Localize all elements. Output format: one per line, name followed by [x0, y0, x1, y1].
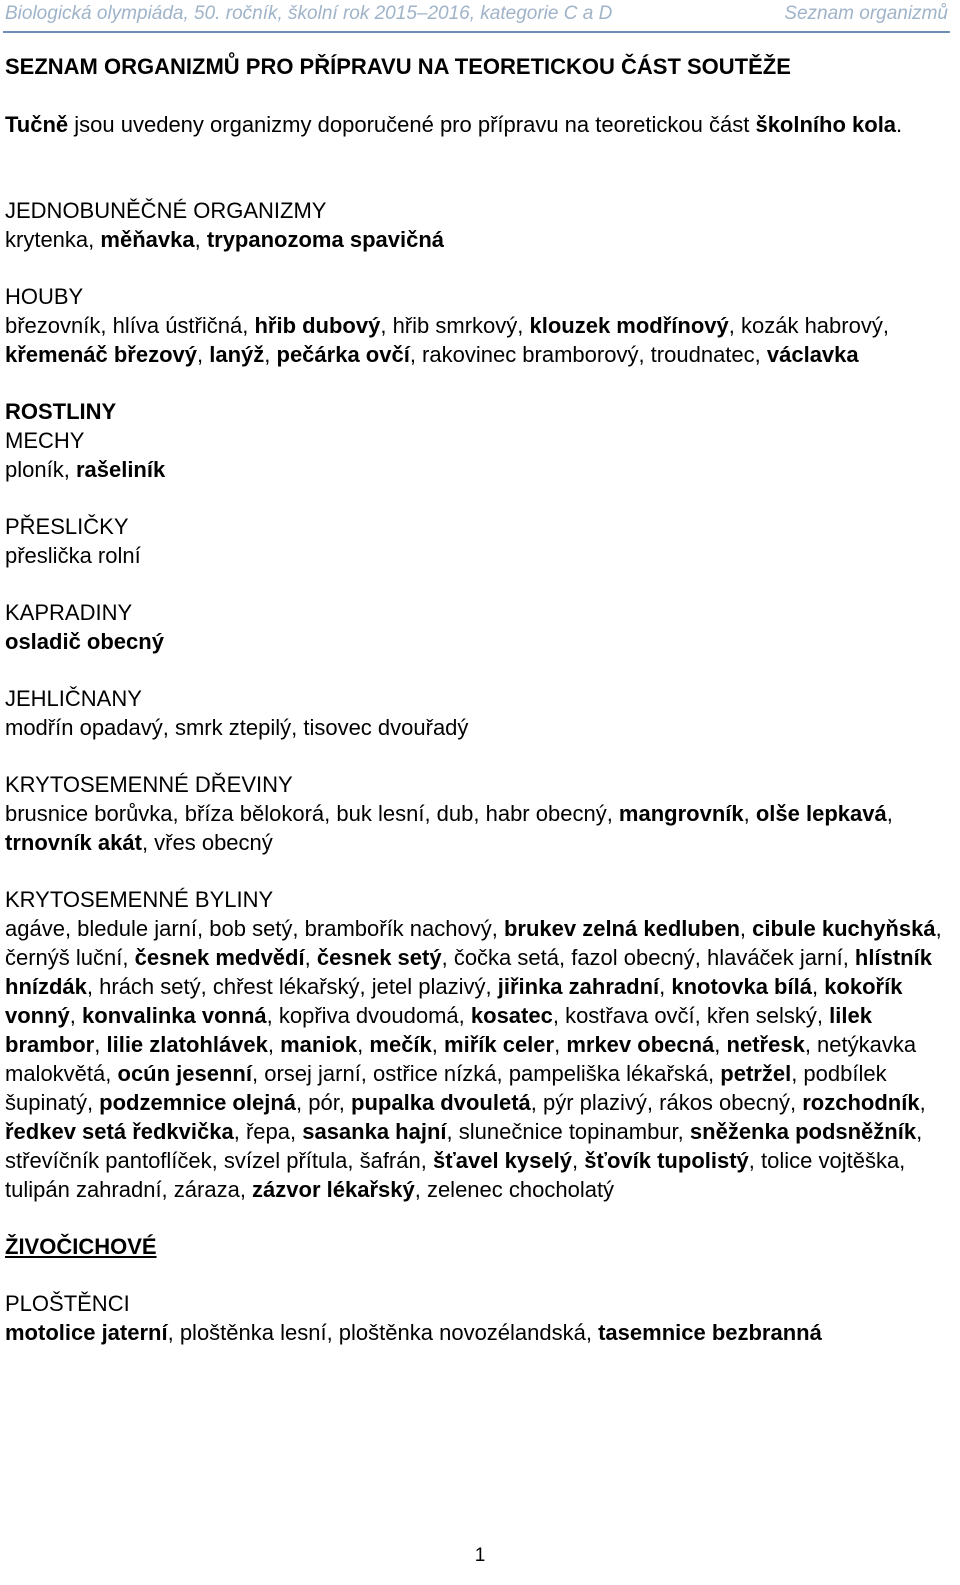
- heading-dreviny: KRYTOSEMENNÉ DŘEVINY: [5, 772, 293, 797]
- organism-bold: cibule kuchyňská: [752, 916, 936, 941]
- organism-text: , kostřava ovčí, křen selský,: [552, 1003, 830, 1028]
- subsection-dreviny: [5, 770, 950, 857]
- organism-bold: rašeliník: [75, 457, 166, 482]
- running-header: [5, 0, 948, 28]
- organism-bold: zázvor lékařský: [252, 1177, 415, 1202]
- organism-text: , hrách setý, chřest lékařský, jetel plazivý,: [86, 974, 498, 999]
- organism-bold: trnovník akát: [5, 830, 142, 855]
- organism-text: březovník, hlíva ústřičná,: [5, 313, 255, 338]
- organism-text: ,: [69, 1003, 83, 1028]
- list-kapradiny: [5, 627, 950, 656]
- organism-bold: podzemnice olejná: [99, 1090, 296, 1115]
- list-houby: [5, 311, 950, 369]
- organism-text: , netýkavka malokvětá,: [5, 1032, 917, 1086]
- section-zivocichove: [5, 1232, 950, 1347]
- organism-bold: česnek setý: [316, 945, 442, 970]
- organism-text: , vřes obecný: [141, 830, 273, 855]
- organism-text: ,: [571, 1148, 585, 1173]
- organism-text: , pór,: [296, 1090, 352, 1115]
- subsection-kapradiny: [5, 598, 950, 656]
- organism-text: , rakovinec bramborový, troudnatec,: [409, 342, 767, 367]
- list-byliny: [5, 914, 950, 1204]
- heading-houby: HOUBY: [5, 284, 84, 309]
- intro-text-2: .: [896, 112, 903, 137]
- organism-text: ,: [357, 1032, 370, 1057]
- heading-byliny: KRYTOSEMENNÉ BYLINY: [5, 887, 274, 912]
- organism-text: ,: [267, 1032, 281, 1057]
- organism-bold: pečárka ovčí: [276, 342, 410, 367]
- organism-bold: tasemnice bezbranná: [598, 1320, 822, 1345]
- heading-jehlicnany: JEHLIČNANY: [5, 686, 142, 711]
- organism-text: , podbílek šupinatý,: [5, 1061, 887, 1115]
- organism-text: ,: [811, 974, 825, 999]
- organism-bold: lilek brambor: [5, 1003, 872, 1057]
- organism-bold: hlístník hnízdák: [5, 945, 932, 999]
- organism-bold: kokořík vonný: [5, 974, 903, 1028]
- organism-bold: netřesk: [726, 1032, 805, 1057]
- organism-text: brusnice borůvka, bříza bělokorá, buk lesní, dub, habr obecný,: [5, 801, 619, 826]
- organism-bold: mrkev obecná: [566, 1032, 715, 1057]
- organism-text: ,: [431, 1032, 445, 1057]
- organism-text: ,: [88, 227, 101, 252]
- list-jednobunecne: [5, 225, 950, 254]
- organism-text: , kozák habrový,: [728, 313, 889, 338]
- subsection-plostenci: [5, 1289, 950, 1347]
- organism-text: ,: [919, 1090, 926, 1115]
- organism-bold: šťavel kyselý: [432, 1148, 572, 1173]
- intro-text: jsou uvedeny organizmy doporučené pro přípravu na teoretickou část: [68, 112, 756, 137]
- organism-text: , zelenec chocholatý: [414, 1177, 615, 1202]
- organism-bold: hřib dubový: [254, 313, 381, 338]
- organism-bold: šťovík tupolistý: [584, 1148, 749, 1173]
- organism-text: , orsej jarní, ostřice nízká, pampeliška lékařská,: [251, 1061, 721, 1086]
- organism-bold: knotovka bílá: [671, 974, 812, 999]
- organism-bold: jiřinka zahradní: [497, 974, 660, 999]
- organism-bold: petržel: [720, 1061, 792, 1086]
- organism-text: , řepa,: [233, 1119, 303, 1144]
- organism-text: , slunečnice topinambur,: [446, 1119, 690, 1144]
- heading-rostliny: ROSTLINY: [5, 399, 117, 424]
- page-title: SEZNAM ORGANIZMŮ PRO PŘÍPRAVU NA TEORETICKOU ČÁST SOUTĚŽE: [5, 54, 791, 79]
- organism-bold: konvalinka vonná: [82, 1003, 267, 1028]
- organism-bold: křemenáč březový: [5, 342, 197, 367]
- organism-text: ,: [94, 1032, 107, 1057]
- list-jehlicnany: [5, 713, 950, 742]
- organism-text: , kopřiva dvoudomá,: [266, 1003, 471, 1028]
- organism-bold: česnek medvědí: [134, 945, 305, 970]
- organism-text: , střevíčník pantoflíček, svízel přítula, šafrán,: [5, 1119, 923, 1173]
- organism-text: ,: [886, 801, 893, 826]
- document-body: [5, 52, 950, 1347]
- heading-mechy: MECHY: [5, 428, 85, 453]
- organism-bold: měňavka: [100, 227, 195, 252]
- organism-bold: klouzek modřínový: [529, 313, 729, 338]
- heading-plostenci: PLOŠTĚNCI: [5, 1291, 130, 1316]
- organism-bold: trypanozoma spavičná: [206, 227, 444, 252]
- heading-preslicky: PŘESLIČKY: [5, 514, 129, 539]
- heading-zivocichove: ŽIVOČICHOVÉ: [5, 1234, 157, 1259]
- organism-bold: kosatec: [470, 1003, 553, 1028]
- organism-bold: maniok: [280, 1032, 358, 1057]
- subsection-jehlicnany: [5, 684, 950, 742]
- intro-paragraph: [5, 110, 950, 139]
- organism-text: agáve, bledule jarní, bob setý, brambořík nachový,: [5, 916, 504, 941]
- intro-bold: Tučně: [5, 112, 69, 137]
- organism-text: , tolice vojtěška, tulipán zahradní, zárazа,: [5, 1148, 906, 1202]
- organism-text: ,: [197, 342, 210, 367]
- organism-text: ,: [304, 945, 317, 970]
- organism-bold: lanýž: [209, 342, 265, 367]
- heading-jednobunecne: JEDNOBUNĚČNÉ ORGANIZMY: [5, 198, 327, 223]
- intro-bold-2: školního kola: [755, 112, 897, 137]
- organism-bold: lilie zlatohlávek: [106, 1032, 268, 1057]
- list-dreviny: [5, 799, 950, 857]
- subsection-byliny: [5, 885, 950, 1204]
- organism-bold: osladič obecný: [5, 629, 164, 654]
- organism-text: , čočka setá, fazol obecný, hlaváček jarní,: [441, 945, 855, 970]
- organism-text: ,: [194, 227, 207, 252]
- header-right-text: Seznam organizmů: [784, 3, 948, 24]
- organism-bold: ředkev setá ředkvička: [5, 1119, 234, 1144]
- list-plostenci: [5, 1318, 950, 1347]
- section-houby: [5, 282, 950, 369]
- organism-bold: sněženka podsněžník: [689, 1119, 917, 1144]
- organism-text: , pýr plazivý, rákos obecný,: [530, 1090, 803, 1115]
- organism-text: ,: [714, 1032, 727, 1057]
- page-number: 1: [474, 1545, 486, 1566]
- list-preslicky: [5, 541, 950, 570]
- heading-kapradiny: KAPRADINY: [5, 600, 133, 625]
- organism-text: ,: [739, 916, 753, 941]
- organism-bold: miřík celer: [444, 1032, 555, 1057]
- organism-bold: motolice jaterní: [5, 1320, 168, 1345]
- organism-bold: mangrovník: [618, 801, 744, 826]
- organism-bold: mečík: [369, 1032, 432, 1057]
- section-rostliny: [5, 397, 950, 1204]
- organism-text: ,: [659, 974, 672, 999]
- organism-bold: sasanka hajní: [302, 1119, 447, 1144]
- header-left-text: Biologická olympiáda, 50. ročník, školní rok 2015–2016, kategorie C a D: [5, 3, 613, 24]
- organism-text: ,: [743, 801, 756, 826]
- organism-text: modřín opadavý, smrk ztepilý, tisovec dvouřadý: [5, 715, 469, 740]
- section-jednobunecne: [5, 196, 950, 254]
- organism-bold: olše lepkavá: [755, 801, 887, 826]
- organism-bold: václavka: [766, 342, 859, 367]
- organism-text: , černýš luční,: [5, 916, 942, 970]
- organism-text: ,: [264, 342, 277, 367]
- organism-bold: ocún jesenní: [117, 1061, 252, 1086]
- organism-text: krytenka: [5, 227, 89, 252]
- organism-text: ,: [554, 1032, 567, 1057]
- organism-text: ploník,: [5, 457, 76, 482]
- header-rule: [3, 31, 950, 33]
- organism-bold: rozchodník: [802, 1090, 920, 1115]
- organism-text: přeslička rolní: [5, 543, 141, 568]
- organism-bold: brukev zelná kedluben: [503, 916, 740, 941]
- organism-bold: pupalka dvouletá: [351, 1090, 531, 1115]
- organism-text: , ploštěnka lesní, ploštěnka novozélandská,: [167, 1320, 599, 1345]
- subsection-preslicky: [5, 512, 950, 570]
- organism-text: , hřib smrkový,: [380, 313, 530, 338]
- list-mechy: [5, 455, 950, 484]
